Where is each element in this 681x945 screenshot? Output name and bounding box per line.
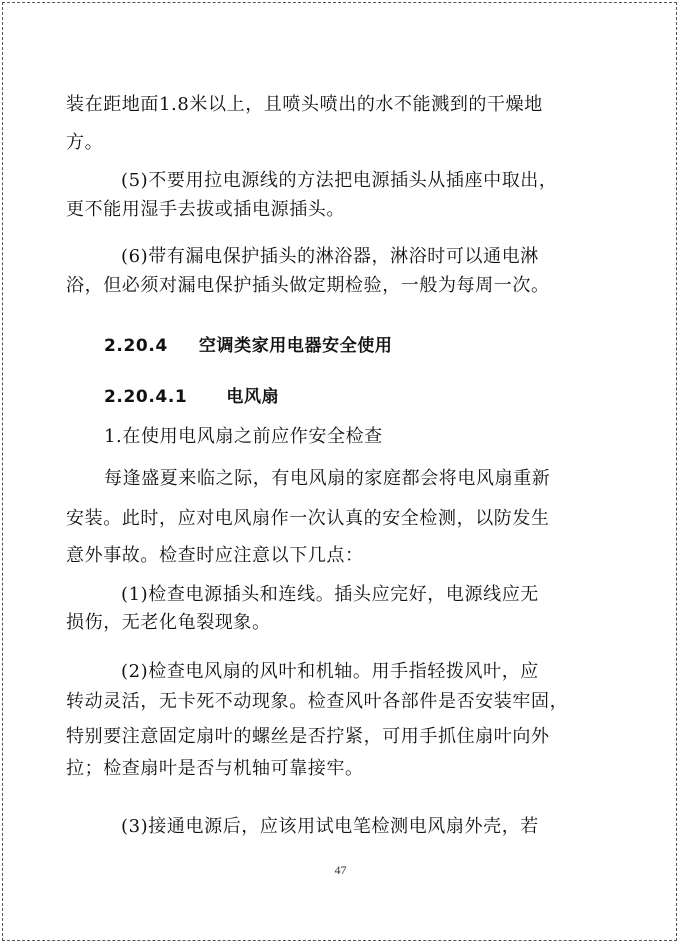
body-text-line: 损伤，无老化龟裂现象。: [66, 612, 271, 633]
body-text-line: (2)检查电风扇的风叶和机轴。用手指轻拨风叶，应: [121, 661, 539, 682]
body-text-line: 转动灵活，无卡死不动现象。检查风叶各部件是否安装牢固，: [66, 691, 569, 712]
body-text-line: 浴，但必须对漏电保护插头做定期检验，一般为每周一次。: [66, 275, 550, 296]
body-text-line: 每逢盛夏来临之际，有电风扇的家庭都会将电风扇重新: [104, 468, 551, 489]
body-text-line: 更不能用湿手去拔或插电源插头。: [66, 199, 345, 220]
body-text-line: 意外事故。检查时应注意以下几点：: [66, 545, 364, 566]
section-heading-title: 空调类家用电器安全使用: [198, 336, 393, 356]
body-text-line: (5)不要用拉电源线的方法把电源插头从插座中取出，: [121, 170, 558, 191]
body-text-line: 方。: [66, 132, 104, 153]
body-text-line: 特别要注意固定扇叶的螺丝是否拧紧，可用手抓住扇叶向外: [66, 726, 550, 747]
body-text-line: (6)带有漏电保护插头的淋浴器，淋浴时可以通电淋: [121, 246, 539, 267]
body-text-line: (1)检查电源插头和连线。插头应完好，电源线应无: [121, 584, 539, 605]
subsection-heading-number: 2.20.4.1: [104, 387, 188, 407]
body-text-line: 1.在使用电风扇之前应作安全检查: [104, 426, 383, 447]
body-text-line: 拉；检查扇叶是否与机轴可靠接牢。: [66, 758, 364, 779]
body-text-line: (3)接通电源后，应该用试电笔检测电风扇外壳，若: [121, 816, 539, 837]
body-text-line: 安装。此时，应对电风扇作一次认真的安全检测，以防发生: [66, 508, 550, 529]
body-text-line: 装在距地面1.8米以上，且喷头喷出的水不能溅到的干燥地: [66, 94, 543, 115]
subsection-heading: [104, 386, 279, 408]
subsection-heading-title: 电风扇: [226, 387, 280, 407]
page-number: 47: [334, 863, 347, 877]
section-heading: [104, 335, 393, 357]
section-heading-number: 2.20.4: [104, 336, 168, 356]
